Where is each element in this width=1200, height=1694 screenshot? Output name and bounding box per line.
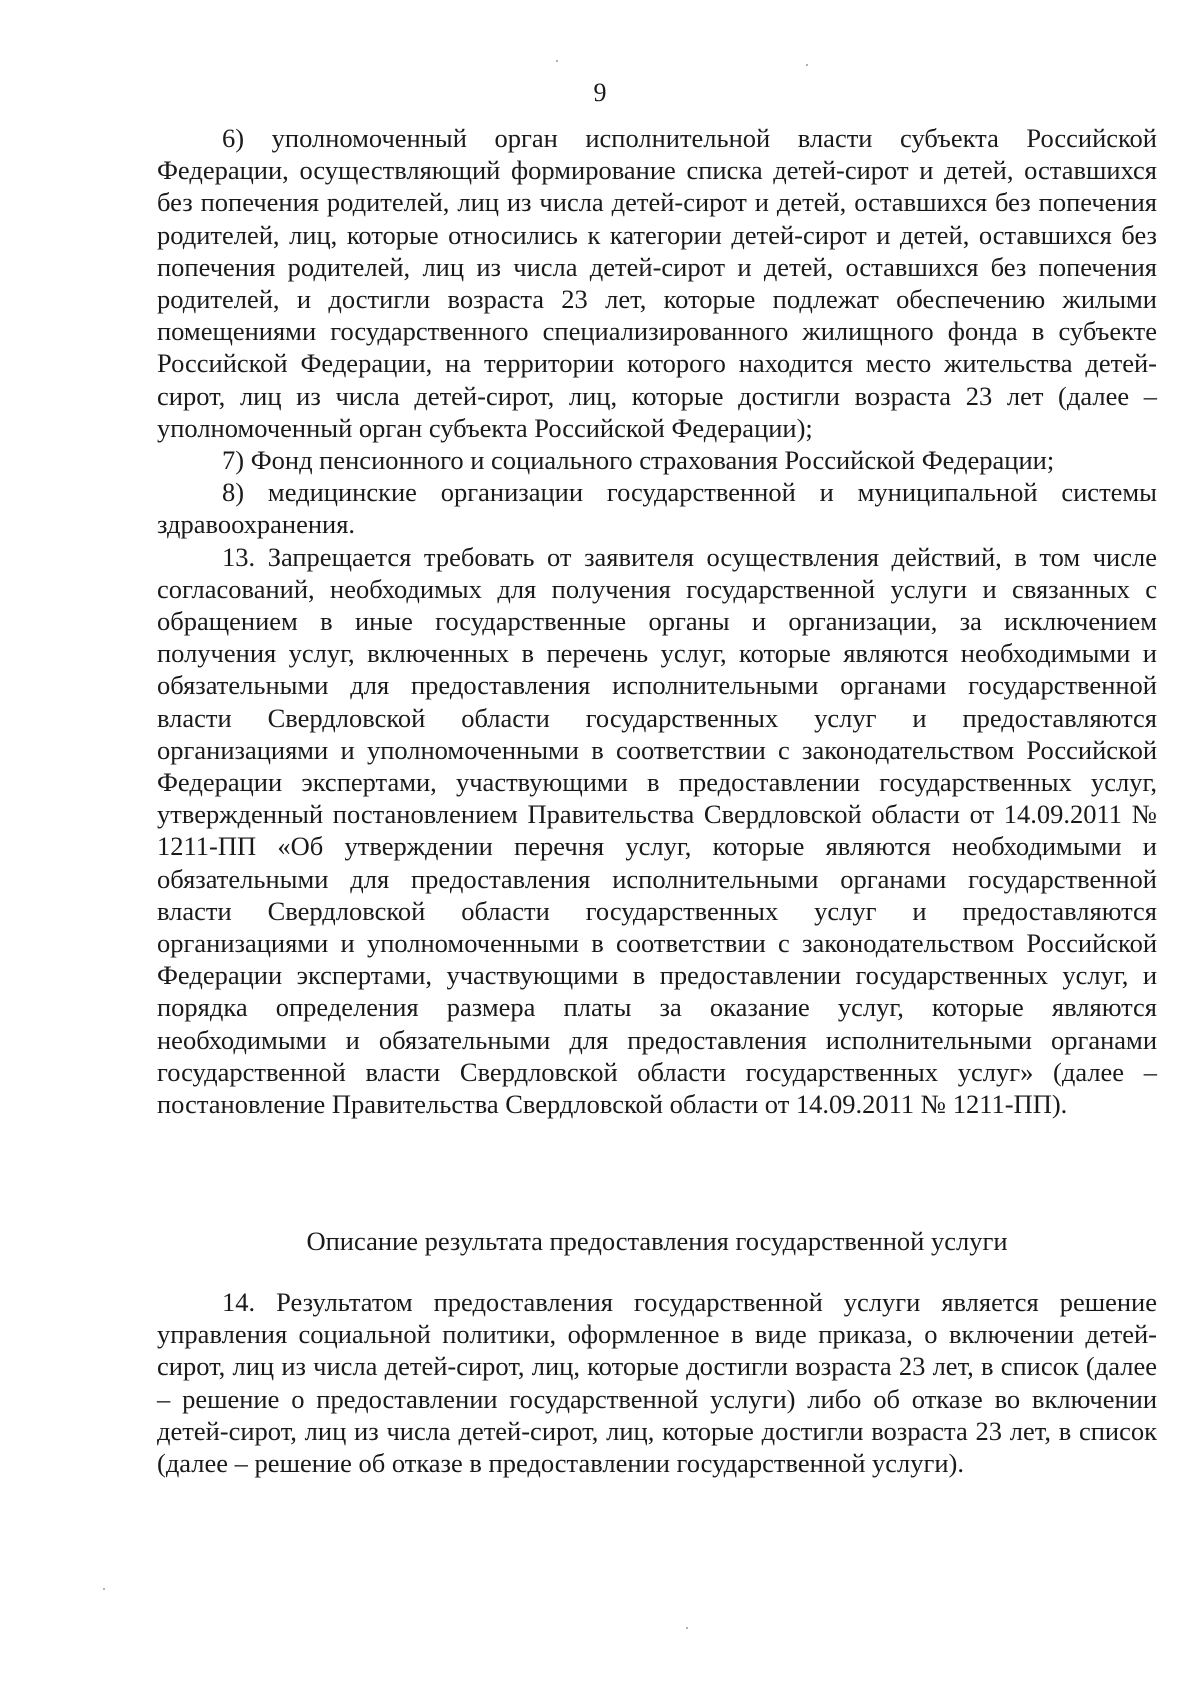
paragraph-item-7: 7) Фонд пенсионного и социального страхования Российской Федерации;: [222, 445, 1055, 476]
scan-speck: [806, 64, 808, 66]
page-number: 9: [593, 78, 607, 107]
scan-speck: [686, 1627, 688, 1629]
body-text-top: [157, 122, 1157, 1120]
paragraph-14: 14. Результатом предоставления государственной услуги является решение управления социальной политики, оформленное в виде приказа, о включении детей-сирот, лиц из числа детей-сирот, лиц, которые достигли возраста 23 лет, в список (далее – решение о предоставлении государственной услуги) либо об отказе во включении детей-сирот, лиц из числа детей-сирот, лиц, которые достигли возраста 23 лет, в список (далее – решение об отказе в предоставлении государственной услуги).: [157, 1287, 1157, 1479]
paragraph-item-6: 6) уполномоченный орган исполнительной власти субъекта Российской Федерации, осуществляющий формирование списка детей-сирот и детей, оставшихся без попечения родителей, лиц из числа детей-сирот и детей, оставшихся без попечения родителей, лиц, которые относились к категории детей-сирот и детей, оставшихся без попечения родителей, лиц из числа детей-сирот и детей, оставшихся без попечения родителей, и достигли возраста 23 лет, которые подлежат обеспечению жилыми помещениями государственного специализированного жилищного фонда в субъекте Российской Федерации, на территории которого находится место жительства детей-сирот, лиц из числа детей-сирот, лиц, которые достигли возраста 23 лет (далее – уполномоченный орган субъекта Российской Федерации);: [157, 123, 1157, 443]
body-text-bottom: [157, 1286, 1157, 1479]
section-heading: Описание результата предоставления государственной услуги: [306, 1226, 1008, 1256]
paragraph-13: 13. Запрещается требовать от заявителя осуществления действий, в том числе согласований, необходимых для получения государственной услуги и связанных с обращением в иные государственные органы и организации, за исключением получения услуг, включенных в перечень услуг, которые являются необходимыми и обязательными для предоставления исполнительными органами государственной власти Свердловской области государственных услуг и предоставляются организациями и уполномоченными в соответствии с законодательством Российской Федерации экспертами, участвующими в предоставлении государственных услуг, утвержденный постановлением Правительства Свердловской области от 14.09.2011 № 1211-ПП «Об утверждении перечня услуг, которые являются необходимыми и обязательными для предоставления исполнительными органами государственной власти Свердловской области государственных услуг и предоставляются организациями и уполномоченными в соответствии с законодательством Российской Федерации экспертами, участвующими в предоставлении государственных услуг, и порядка определения размера платы за оказание услуг, которые являются необходимыми и обязательными для предоставления исполнительными органами государственной власти Свердловской области государственных услуг» (далее – постановление Правительства Свердловской области от 14.09.2011 № 1211-ПП).: [157, 541, 1157, 1120]
scan-speck: [556, 60, 558, 62]
scan-speck: [103, 1588, 105, 1590]
paragraph-item-8: 8) медицинские организации государственной и муниципальной системы здравоохранения.: [157, 477, 1157, 540]
